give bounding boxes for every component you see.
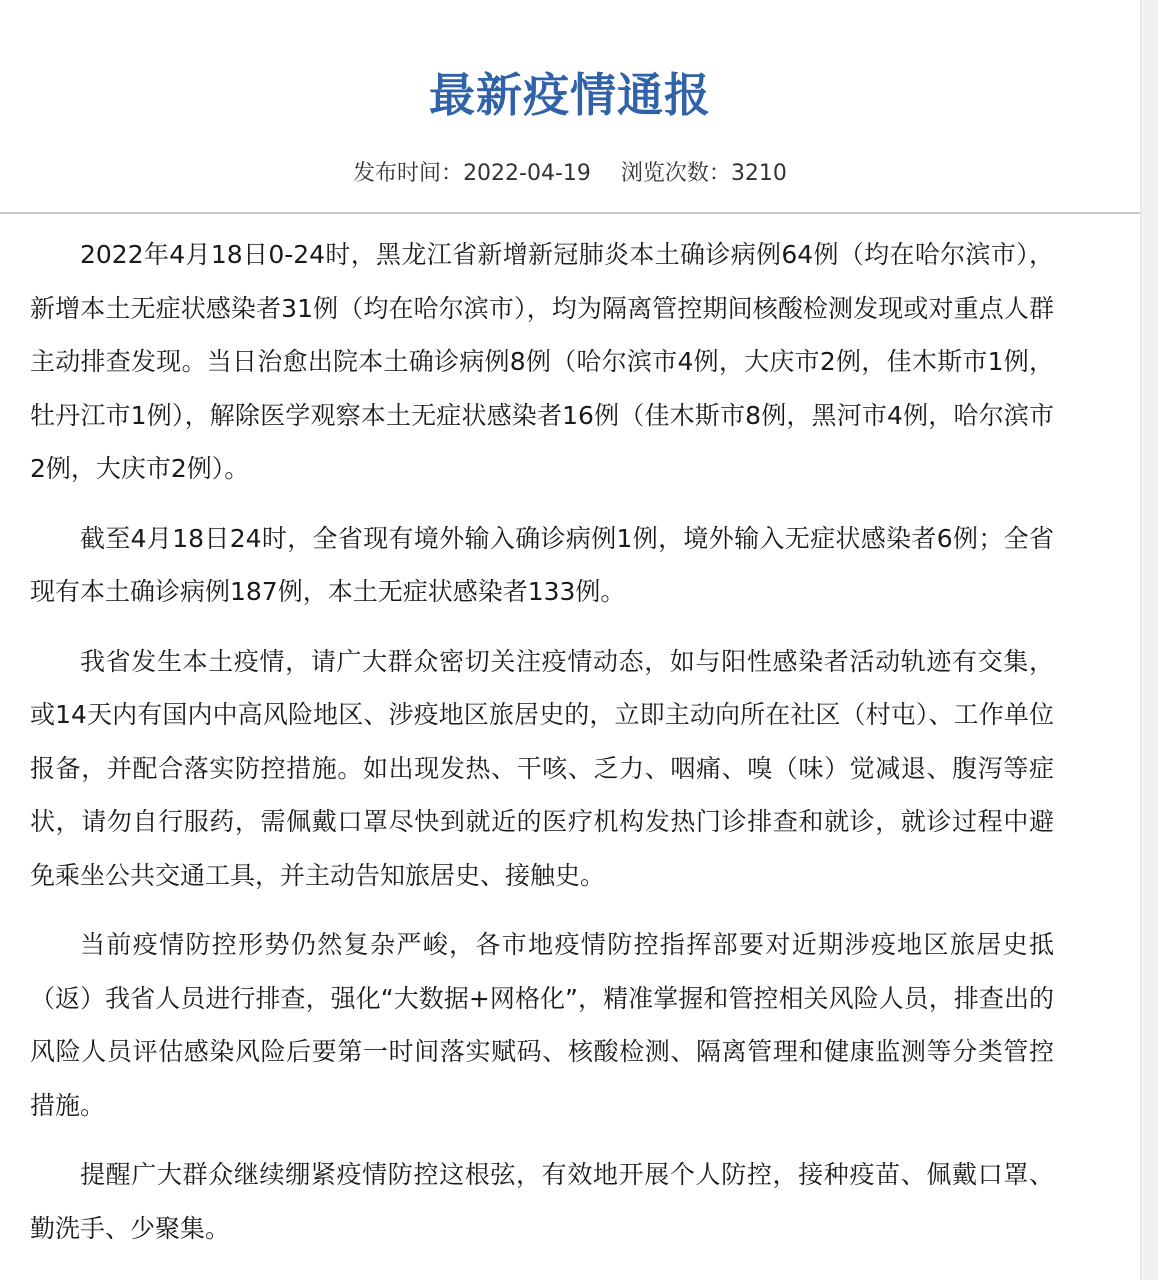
article-paragraph-3: 我省发生本土疫情，请广大群众密切关注疫情动态，如与阳性感染者活动轨迹有交集，或14天内有国内中高风险地区、涉疫地区旅居史的，立即主动向所在社区（村屯）、工作单位报备，并配合落实防控措施。如出现发热、干咳、乏力、咽痛、嗅（味）觉减退、腹泻等症状，请勿自行服药，需佩戴口罩尽快到就近的医疗机构发热门诊排查和就诊，就诊过程中避免乘坐公共交通工具，并主动告知旅居史、接触史。 bbox=[30, 646, 1054, 890]
article-paragraph-4: 当前疫情防控形势仍然复杂严峻，各市地疫情防控指挥部要对近期涉疫地区旅居史抵（返）我省人员进行排查，强化“大数据+网格化”，精准掌握和管控相关风险人员，排查出的风险人员评估感染风险后要第一时间落实赋码、核酸检测、隔离管理和健康监测等分类管控措施。 bbox=[30, 930, 1054, 1120]
header-divider bbox=[0, 212, 1140, 214]
views-count: 3210 bbox=[730, 161, 787, 186]
publish-date: 2022-04-19 bbox=[463, 161, 591, 186]
publish-label: 发布时间： bbox=[353, 161, 464, 186]
views-label: 浏览次数： bbox=[620, 161, 731, 186]
article-paragraph-5: 提醒广大群众继续绷紧疫情防控这根弦，有效地开展个人防控，接种疫苗、佩戴口罩、勤洗手、少聚集。 bbox=[30, 1160, 1054, 1243]
article-meta bbox=[0, 156, 1140, 192]
article-header bbox=[0, 0, 1140, 212]
article-body bbox=[30, 228, 1054, 1271]
article-paragraph-1: 2022年4月18日0-24时，黑龙江省新增新冠肺炎本土确诊病例64例（均在哈尔滨市），新增本土无症状感染者31例（均在哈尔滨市），均为隔离管控期间核酸检测发现或对重点人群主动排查发现。当日治愈出院本土确诊病例8例（哈尔滨市4例，大庆市2例，佳木斯市1例，牡丹江市1例），解除医学观察本土无症状感染者16例（佳木斯市8例，黑河市4例，哈尔滨市2例，大庆市2例）。 bbox=[30, 240, 1054, 483]
article-paragraph-2: 截至4月18日24时，全省现有境外输入确诊病例1例，境外输入无症状感染者6例；全省现有本土确诊病例187例，本土无症状感染者133例。 bbox=[30, 523, 1054, 606]
page-title: 最新疫情通报 bbox=[429, 68, 711, 122]
scrollbar[interactable] bbox=[1140, 0, 1158, 1280]
